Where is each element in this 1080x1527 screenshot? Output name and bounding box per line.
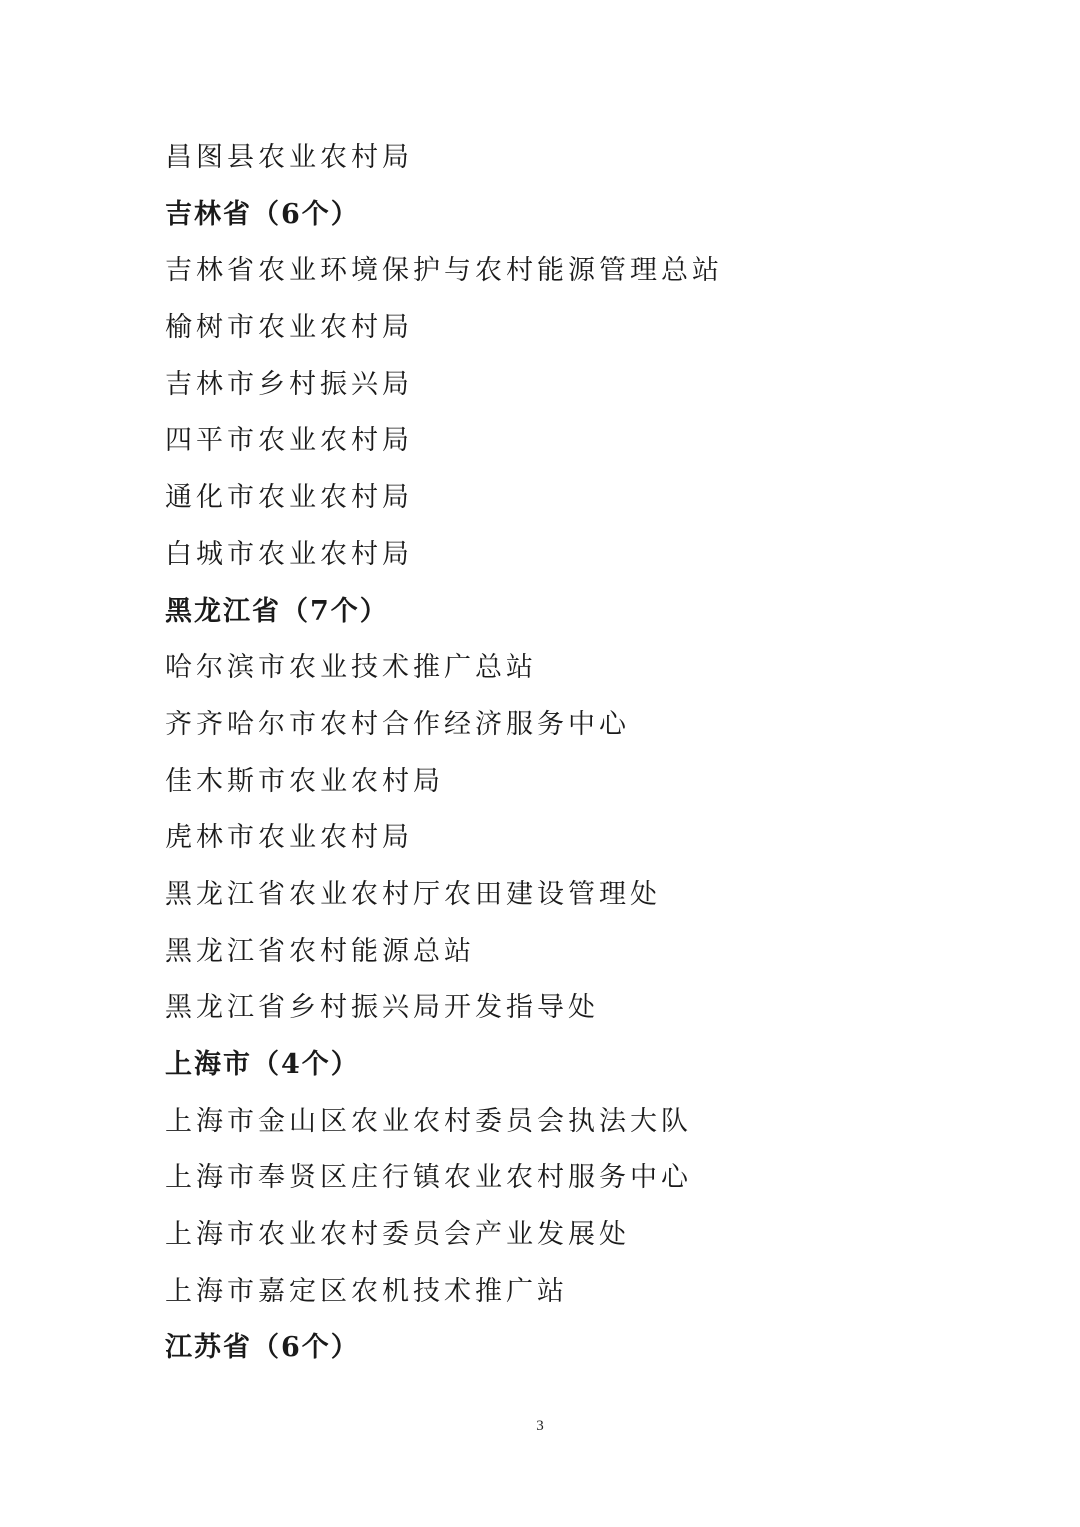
province-heading: 黑龙江省（7个） bbox=[165, 595, 389, 627]
list-item: 上海市农业农村委员会产业发展处 bbox=[165, 1219, 630, 1251]
list-item: 黑龙江省农业农村厅农田建设管理处 bbox=[165, 878, 661, 910]
province-heading: 江苏省（6个） bbox=[165, 1332, 360, 1364]
page-number: 3 bbox=[536, 1418, 544, 1434]
province-heading: 吉林省（6个） bbox=[165, 198, 360, 230]
list-item: 黑龙江省乡村振兴局开发指导处 bbox=[165, 992, 599, 1024]
list-item: 哈尔滨市农业技术推广总站 bbox=[165, 652, 537, 684]
list-item: 四平市农业农村局 bbox=[165, 425, 413, 457]
list-content bbox=[165, 130, 925, 1377]
list-item: 虎林市农业农村局 bbox=[165, 822, 413, 854]
list-item: 吉林市乡村振兴局 bbox=[165, 368, 413, 400]
list-item: 黑龙江省农村能源总站 bbox=[165, 935, 475, 967]
list-item: 白城市农业农村局 bbox=[165, 538, 413, 570]
list-item: 佳木斯市农业农村局 bbox=[165, 765, 444, 797]
list-item: 昌图县农业农村局 bbox=[165, 142, 413, 173]
list-item: 上海市金山区农业农村委员会执法大队 bbox=[165, 1105, 692, 1137]
list-item: 上海市奉贤区庄行镇农业农村服务中心 bbox=[165, 1162, 692, 1194]
list-item: 榆树市农业农村局 bbox=[165, 312, 413, 344]
list-item: 齐齐哈尔市农村合作经济服务中心 bbox=[165, 708, 630, 740]
province-heading: 上海市（4个） bbox=[165, 1049, 360, 1080]
list-item: 通化市农业农村局 bbox=[165, 482, 413, 514]
list-item: 吉林省农业环境保护与农村能源管理总站 bbox=[165, 255, 723, 287]
list-item: 上海市嘉定区农机技术推广站 bbox=[165, 1275, 568, 1307]
